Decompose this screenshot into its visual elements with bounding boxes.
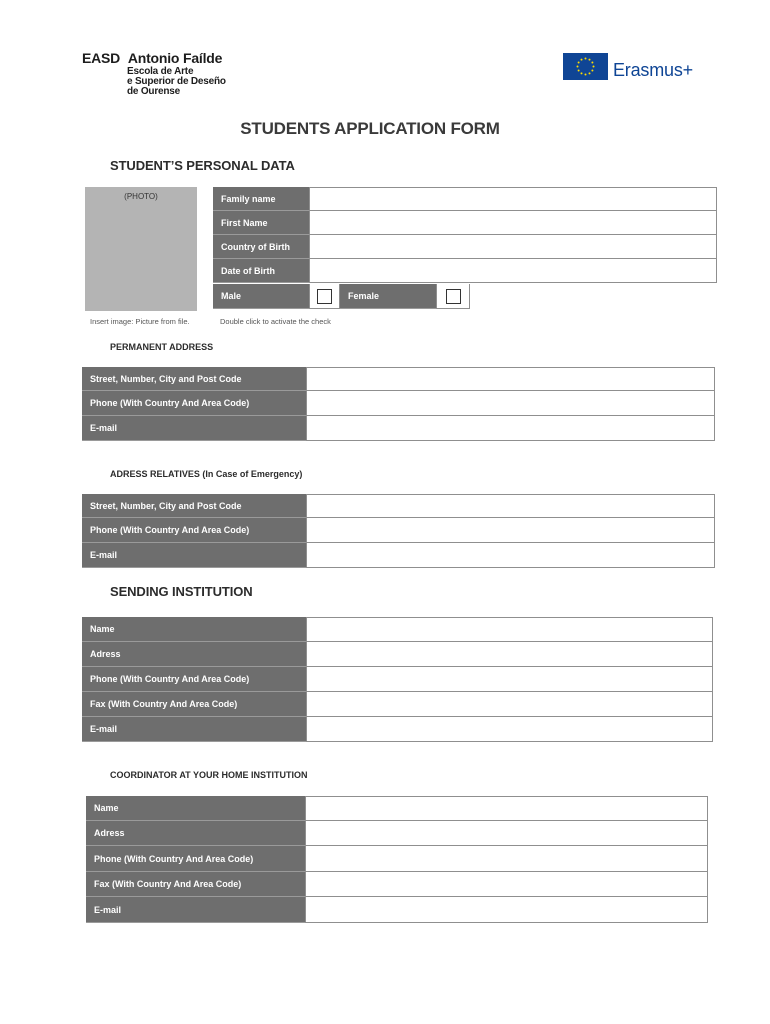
coordinator-address-label: Adress: [86, 821, 305, 846]
date-of-birth-label: Date of Birth: [213, 259, 309, 283]
relatives-address-title: ADRESS RELATIVES (In Case of Emergency): [110, 469, 303, 479]
sending-name-label: Name: [82, 617, 306, 642]
coordinator-phone-field[interactable]: [305, 846, 708, 872]
sending-fax-label: Fax (With Country And Area Code): [82, 692, 306, 717]
family-name-row: [213, 187, 717, 211]
permanent-phone-field[interactable]: [306, 391, 715, 416]
female-label: Female: [340, 284, 436, 309]
family-name-field[interactable]: [309, 187, 717, 211]
coordinator-address-field[interactable]: [305, 821, 708, 846]
family-name-label: Family name: [213, 187, 309, 211]
permanent-phone-label: Phone (With Country And Area Code): [82, 391, 306, 416]
photo-placeholder[interactable]: [85, 187, 197, 311]
relatives-phone-label: Phone (With Country And Area Code): [82, 518, 306, 543]
easd-logo-line4: de Ourense: [127, 86, 181, 97]
easd-logo-acronym: EASD: [82, 50, 121, 66]
coordinator-fax-field[interactable]: [305, 872, 708, 897]
table-row: [82, 692, 713, 717]
sending-address-label: Adress: [82, 642, 306, 667]
table-row: [82, 391, 715, 416]
sending-email-field[interactable]: [306, 717, 713, 742]
table-row: [82, 518, 715, 543]
table-row: [82, 642, 713, 667]
country-of-birth-label: Country of Birth: [213, 235, 309, 259]
country-of-birth-row: [213, 235, 717, 259]
permanent-street-field[interactable]: [306, 367, 715, 391]
date-of-birth-field[interactable]: [309, 259, 717, 283]
form-title: STUDENTS APPLICATION FORM: [240, 119, 500, 138]
first-name-row: [213, 211, 717, 235]
gender-row: [213, 284, 474, 309]
coordinator-name-label: Name: [86, 796, 305, 821]
easd-logo-line2: Escola de Arte: [127, 66, 194, 77]
personal-data-table: [213, 187, 717, 311]
eu-flag-icon: [563, 53, 608, 80]
photo-label: (PHOTO): [124, 192, 158, 201]
coordinator-title: COORDINATOR AT YOUR HOME INSTITUTION: [110, 770, 308, 780]
permanent-email-field[interactable]: [306, 416, 715, 441]
permanent-street-label: Street, Number, City and Post Code: [82, 367, 306, 391]
table-row: [82, 617, 713, 642]
erasmus-logo-text: Erasmus+: [613, 60, 693, 80]
easd-logo-name: Antonio Faílde: [127, 50, 223, 66]
relatives-street-label: Street, Number, City and Post Code: [82, 494, 306, 518]
table-row: [86, 872, 708, 897]
coordinator-email-label: E-mail: [86, 897, 305, 923]
table-row: [82, 494, 715, 518]
table-row: [82, 416, 715, 441]
date-of-birth-row: [213, 259, 717, 283]
female-checkbox[interactable]: [446, 289, 461, 304]
table-row: [82, 543, 715, 568]
check-hint: Double click to activate the check: [220, 317, 331, 326]
sending-email-label: E-mail: [82, 717, 306, 742]
female-checkbox-cell: [436, 284, 470, 309]
coordinator-email-field[interactable]: [305, 897, 708, 923]
easd-logo-line3: e Superior de Deseño: [127, 76, 226, 87]
male-label: Male: [213, 284, 309, 309]
coordinator-table: [86, 796, 708, 923]
relatives-phone-field[interactable]: [306, 518, 715, 543]
male-checkbox[interactable]: [317, 289, 332, 304]
photo-hint: Insert image: Picture from file.: [90, 317, 190, 326]
table-row: [82, 367, 715, 391]
table-row: [82, 717, 713, 742]
coordinator-name-field[interactable]: [305, 796, 708, 821]
table-row: [82, 667, 713, 692]
sending-institution-title: SENDING INSTITUTION: [110, 584, 253, 599]
relatives-email-label: E-mail: [82, 543, 306, 568]
country-of-birth-field[interactable]: [309, 235, 717, 259]
sending-fax-field[interactable]: [306, 692, 713, 717]
first-name-field[interactable]: [309, 211, 717, 235]
table-row: [86, 846, 708, 872]
relatives-street-field[interactable]: [306, 494, 715, 518]
table-row: [86, 897, 708, 923]
permanent-email-label: E-mail: [82, 416, 306, 441]
easd-logo-title: [82, 50, 222, 66]
relatives-address-table: [82, 494, 715, 568]
male-checkbox-cell: [309, 284, 340, 309]
coordinator-phone-label: Phone (With Country And Area Code): [86, 846, 305, 872]
relatives-email-field[interactable]: [306, 543, 715, 568]
sending-phone-label: Phone (With Country And Area Code): [82, 667, 306, 692]
table-row: [86, 796, 708, 821]
permanent-address-title: PERMANENT ADDRESS: [110, 342, 214, 352]
permanent-address-table: [82, 367, 715, 441]
personal-data-title: STUDENT’S PERSONAL DATA: [110, 158, 295, 173]
coordinator-fax-label: Fax (With Country And Area Code): [86, 872, 305, 897]
sending-phone-field[interactable]: [306, 667, 713, 692]
table-row: [86, 821, 708, 846]
first-name-label: First Name: [213, 211, 309, 235]
sending-institution-table: [82, 617, 713, 742]
sending-address-field[interactable]: [306, 642, 713, 667]
sending-name-field[interactable]: [306, 617, 713, 642]
